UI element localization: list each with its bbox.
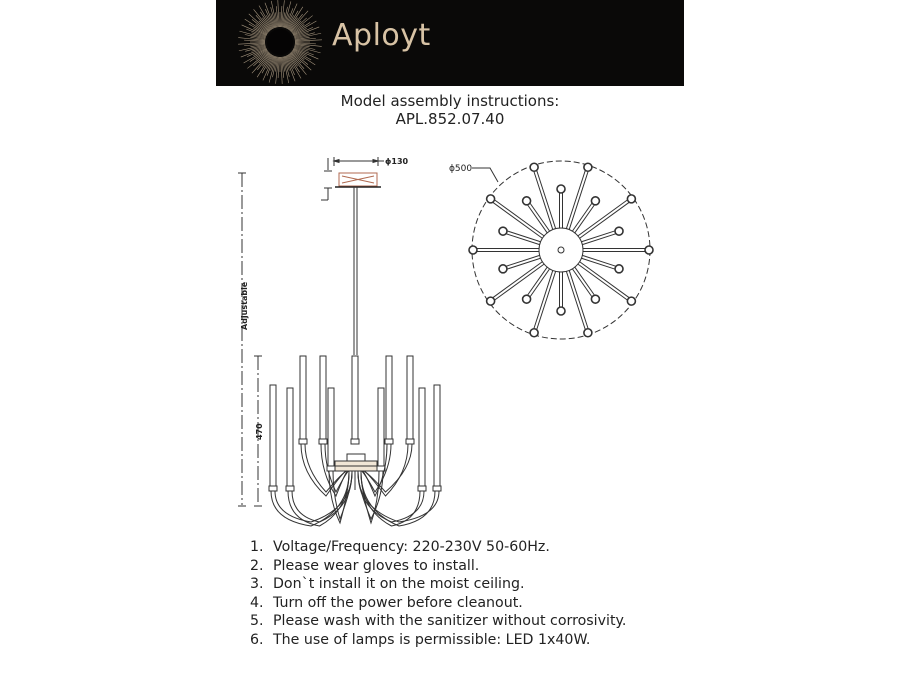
- spoke: [534, 270, 553, 328]
- spoke: [507, 231, 540, 242]
- lamp-tip: [530, 329, 538, 337]
- lamp-tube: [300, 356, 306, 443]
- lamp-tube: [378, 388, 384, 470]
- lamp-tip: [557, 185, 565, 193]
- lamp-tip: [487, 297, 495, 305]
- tube-socket: [319, 439, 327, 444]
- spoke: [506, 234, 539, 245]
- lamp-tip: [487, 195, 495, 203]
- instruction-item: 6. The use of lamps is permissible: LED 1x40W.: [250, 631, 591, 648]
- lamp-tube: [407, 356, 413, 443]
- lamp-tip: [627, 297, 635, 305]
- height-dimension: [254, 356, 264, 506]
- lamp-tip: [591, 197, 599, 205]
- height-label: 470: [255, 423, 264, 440]
- instruction-item: 2. Please wear gloves to install.: [250, 557, 480, 574]
- tube-socket: [286, 486, 294, 491]
- spoke: [569, 172, 588, 230]
- diameter-leader: [472, 168, 498, 182]
- adjustable-label: Adjustable: [240, 281, 249, 330]
- spoke: [530, 269, 550, 297]
- spoke: [581, 258, 614, 269]
- spoke: [572, 269, 592, 297]
- lamp-tip: [584, 329, 592, 337]
- canopy-diameter-label: ϕ130: [385, 157, 409, 166]
- lamp-tip: [615, 265, 623, 273]
- spoke: [528, 267, 548, 295]
- page-title: Model assembly instructions:: [340, 92, 560, 110]
- canopy-height-dimension: [321, 158, 332, 200]
- spoke: [569, 270, 588, 328]
- hub: [335, 454, 377, 471]
- tube-socket: [433, 486, 441, 491]
- tube-socket: [269, 486, 277, 491]
- lamp-tube: [352, 356, 358, 443]
- lamp-tip: [469, 246, 477, 254]
- adjustable-dimension: [238, 173, 249, 506]
- lamp-tip: [530, 163, 538, 171]
- lamp-tube: [287, 388, 293, 490]
- lamp-tip: [523, 197, 531, 205]
- spoke: [572, 203, 592, 231]
- center-hub: [539, 228, 583, 272]
- lamp-tip: [523, 295, 531, 303]
- lamp-tip: [557, 307, 565, 315]
- lamp-tube: [419, 388, 425, 490]
- spoke: [582, 255, 615, 266]
- instruction-item: 5. Please wash with the sanitizer without corrosivity.: [250, 613, 627, 629]
- instruction-item: 1. Voltage/Frequency: 220-230V 50-60Hz.: [250, 539, 550, 555]
- spoke: [537, 271, 556, 329]
- tube-socket: [327, 466, 335, 471]
- lamp-tip: [615, 227, 623, 235]
- spoke: [534, 172, 553, 230]
- lamp-tip: [627, 195, 635, 203]
- spoke: [507, 258, 540, 269]
- instruction-item: 4. Turn off the power before cleanout.: [250, 594, 523, 611]
- lamp-tube: [320, 356, 326, 443]
- chandelier-arms: [269, 356, 441, 526]
- lamp-tip: [499, 265, 507, 273]
- spoke: [566, 171, 585, 229]
- tube-socket: [385, 439, 393, 444]
- top-diameter-label: ϕ500: [449, 164, 473, 174]
- tube-socket: [351, 439, 359, 444]
- lamp-tip: [499, 227, 507, 235]
- side-view: [238, 157, 441, 526]
- lamp-tip: [591, 295, 599, 303]
- lamp-tip: [584, 163, 592, 171]
- spoke: [575, 205, 595, 233]
- lamp-tip: [645, 246, 653, 254]
- canopy: [335, 173, 381, 187]
- spoke: [506, 255, 539, 266]
- top-view: [449, 161, 653, 339]
- lamp-tube: [434, 385, 440, 490]
- lamp-tube: [386, 356, 392, 443]
- model-number: APL.852.07.40: [395, 110, 505, 128]
- lamp-tube: [270, 385, 276, 490]
- spoke: [566, 271, 585, 329]
- lamp-tube: [328, 388, 334, 470]
- tube-socket: [299, 439, 307, 444]
- tube-socket: [418, 486, 426, 491]
- spoke: [528, 205, 548, 233]
- tube-socket: [406, 439, 414, 444]
- spoke: [582, 234, 615, 245]
- canopy-dimension: [334, 157, 409, 166]
- brand-logo-text: Aployt: [332, 18, 431, 53]
- instructions-list: [250, 538, 626, 649]
- spoke: [537, 171, 556, 229]
- instruction-item: 3. Don`t install it on the moist ceiling.: [250, 576, 525, 592]
- spoke: [575, 267, 595, 295]
- spoke: [530, 203, 550, 231]
- spoke: [581, 231, 614, 242]
